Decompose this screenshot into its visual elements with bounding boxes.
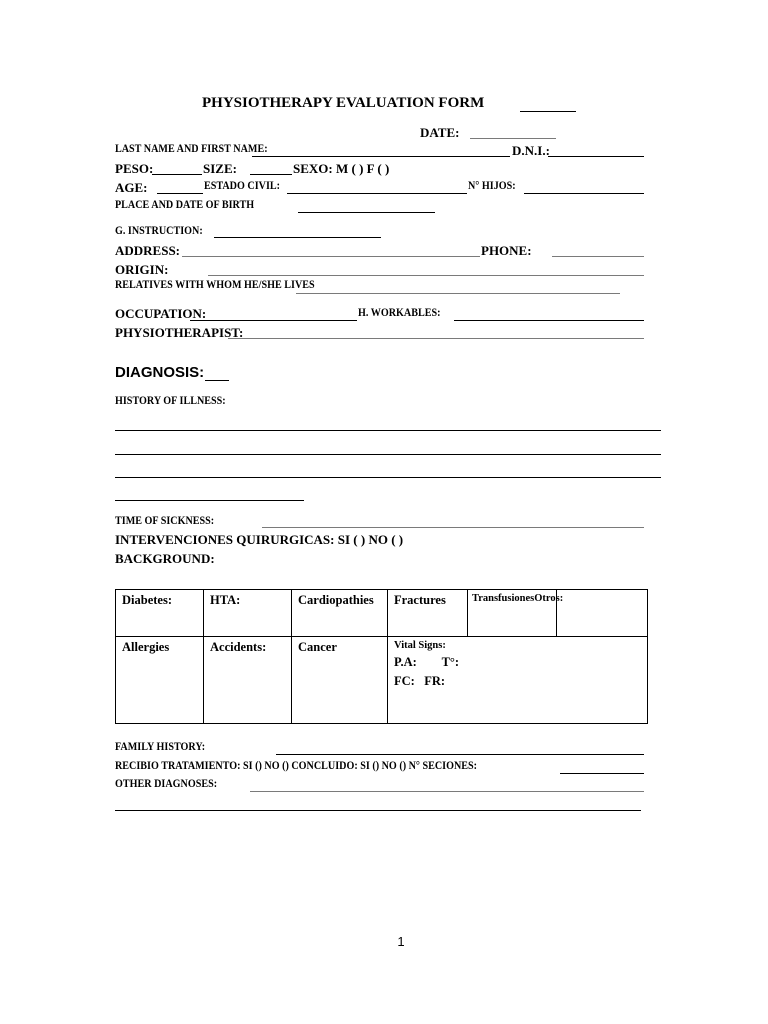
pa-t-label: P.A: T°: — [394, 655, 460, 669]
allergies-cell[interactable] — [116, 637, 204, 724]
civil-field[interactable] — [287, 193, 467, 194]
page-number: 1 — [397, 934, 405, 949]
physiotherapist-field[interactable] — [228, 338, 644, 339]
birth-label: PLACE AND DATE OF BIRTH — [115, 199, 255, 211]
relatives-field[interactable] — [296, 293, 620, 294]
surgery-label: INTERVENCIONES QUIRURGICAS: SI ( ) NO ( ) — [115, 532, 404, 547]
peso-label: PESO: — [115, 161, 154, 176]
allergies-label: Allergies — [122, 640, 170, 654]
hta-label: HTA: — [210, 593, 241, 607]
page-title: PHYSIOTHERAPY EVALUATION FORM — [202, 95, 485, 111]
cardiopathies-label: Cardiopathies — [298, 593, 374, 607]
sickness-field[interactable] — [262, 527, 644, 528]
occupation-field[interactable] — [190, 320, 357, 321]
age-label: AGE: — [115, 180, 148, 195]
diabetes-cell[interactable] — [116, 590, 204, 637]
history-line-2[interactable] — [115, 454, 661, 455]
physiotherapist-label: PHYSIOTHERAPIST: — [115, 325, 244, 340]
hijos-label: N° HIJOS: — [468, 180, 516, 192]
accidents-label: Accidents: — [210, 640, 267, 654]
cancer-cell[interactable] — [292, 637, 388, 724]
title-underline — [520, 111, 576, 112]
transfusiones-cell[interactable] — [468, 590, 648, 637]
size-field[interactable] — [250, 174, 292, 175]
hta-cell[interactable] — [204, 590, 292, 637]
occupation-label: OCCUPATION: — [115, 306, 207, 321]
sickness-label: TIME OF SICKNESS: — [115, 515, 215, 527]
hijos-field[interactable] — [524, 193, 644, 194]
other-diagnoses-label: OTHER DIAGNOSES: — [115, 778, 218, 790]
civil-label: ESTADO CIVIL: — [204, 180, 281, 192]
workables-field[interactable] — [454, 320, 644, 321]
background-table — [115, 589, 648, 724]
history-label: HISTORY OF ILLNESS: — [115, 395, 226, 407]
history-line-3[interactable] — [115, 477, 661, 478]
cancer-label: Cancer — [298, 640, 337, 654]
diabetes-label: Diabetes: — [122, 593, 172, 607]
family-field[interactable] — [276, 754, 644, 755]
vital-signs-label: Vital Signs: — [394, 640, 446, 651]
phone-label: PHONE: — [481, 243, 532, 258]
fractures-label: Fractures — [394, 593, 446, 607]
age-field[interactable] — [157, 193, 203, 194]
transfusiones-label: TransfusionesOtros: — [468, 590, 557, 636]
dni-field[interactable] — [548, 156, 644, 157]
origin-label: ORIGIN: — [115, 262, 169, 277]
relatives-label: RELATIVES WITH WHOM HE/SHE LIVES — [115, 279, 315, 291]
family-label: FAMILY HISTORY: — [115, 741, 206, 753]
vital-signs-cell[interactable] — [388, 637, 648, 724]
fc-fr-label: FC: FR: — [394, 674, 446, 688]
background-label: BACKGROUND: — [115, 551, 215, 566]
date-field[interactable] — [470, 138, 556, 139]
other-diagnoses-line-2[interactable] — [115, 810, 641, 811]
other-diagnoses-field[interactable] — [250, 791, 644, 792]
history-line-4[interactable] — [115, 500, 304, 501]
instruction-label: G. INSTRUCTION: — [115, 225, 203, 237]
name-label: LAST NAME AND FIRST NAME: — [115, 143, 268, 155]
diagnosis-underline — [205, 380, 229, 381]
size-label: SIZE: — [203, 161, 237, 176]
treatment-label: RECIBIO TRATAMIENTO: SI () NO () CONCLUIDO: SI () NO () N° SECIONES: — [115, 760, 478, 772]
date-label: DATE: — [420, 125, 460, 140]
address-label: ADDRESS: — [115, 243, 181, 258]
name-field[interactable] — [252, 156, 510, 157]
birth-field[interactable] — [298, 212, 435, 213]
origin-field[interactable] — [208, 275, 644, 276]
address-field[interactable] — [182, 256, 480, 257]
cardiopathies-cell[interactable] — [292, 590, 388, 637]
accidents-cell[interactable] — [204, 637, 292, 724]
dni-label: D.N.I.: — [512, 143, 550, 158]
history-line-1[interactable] — [115, 430, 661, 431]
phone-field[interactable] — [552, 256, 644, 257]
sexo-label: SEXO: M ( ) F ( ) — [293, 161, 390, 176]
sessions-field[interactable] — [560, 773, 644, 774]
diagnosis-heading: DIAGNOSIS: — [115, 364, 205, 381]
workables-label: H. WORKABLES: — [358, 307, 441, 319]
fractures-cell[interactable] — [388, 590, 468, 637]
instruction-field[interactable] — [214, 237, 381, 238]
peso-field[interactable] — [152, 174, 202, 175]
